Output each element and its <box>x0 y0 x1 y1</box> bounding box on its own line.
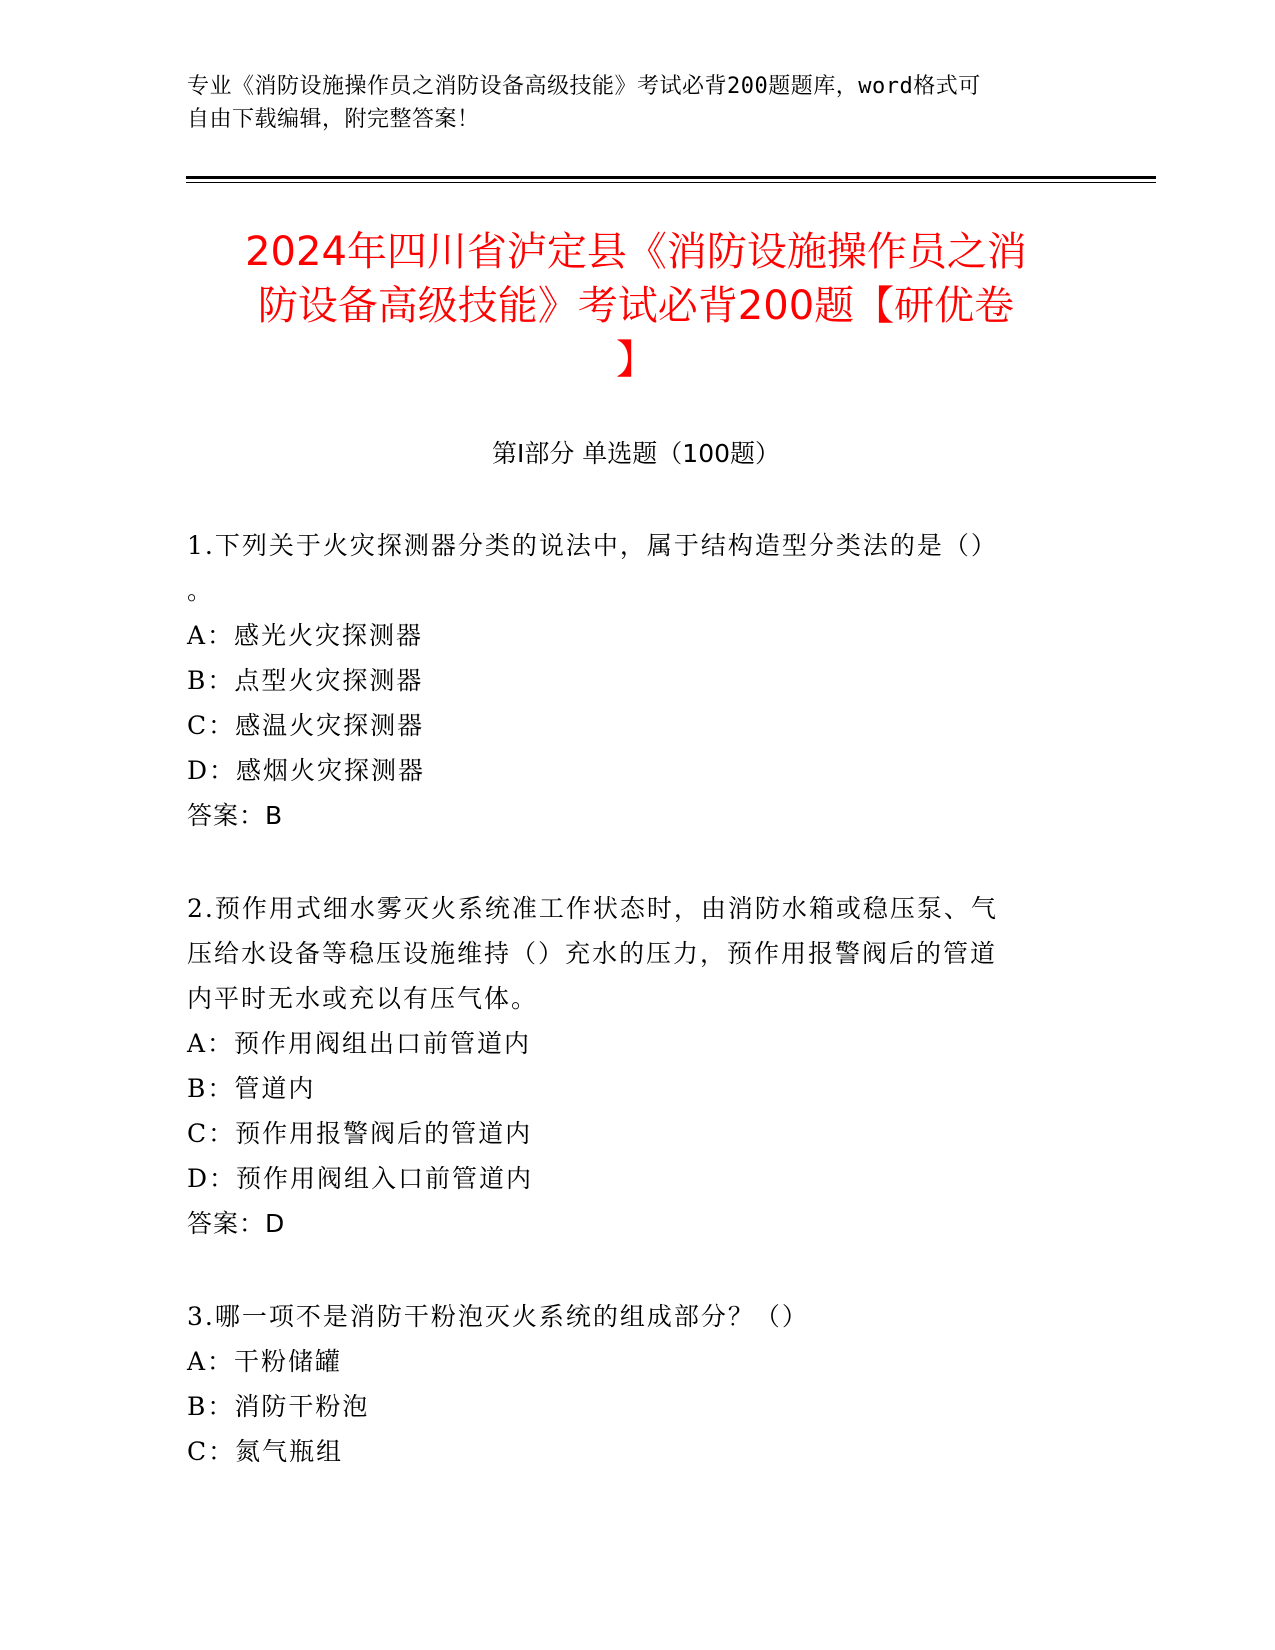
question-stem: 内平时无水或充以有压气体。 <box>187 984 539 1013</box>
header-note <box>187 70 1067 136</box>
option-a: A：干粉储罐 <box>187 1347 343 1376</box>
header-divider-thick <box>186 176 1156 179</box>
header-note-line-1: 专业《消防设施操作员之消防设备高级技能》考试必背200题题库，word格式可 <box>187 74 981 99</box>
option-b: B：消防干粉泡 <box>187 1392 370 1421</box>
header-divider-thin <box>186 182 1156 183</box>
title-line-2: 防设备高级技能》考试必背200题【研优卷 <box>257 283 1015 329</box>
option-a: A：感光火灾探测器 <box>187 621 424 650</box>
answer: 答案：D <box>187 1209 286 1238</box>
option-b: B：点型火灾探测器 <box>187 666 424 695</box>
header-note-line-2: 自由下载编辑，附完整答案！ <box>187 107 480 132</box>
question-stem: 2.预作用式细水雾灭火系统准工作状态时，由消防水箱或稳压泵、气 <box>187 894 998 923</box>
document-title <box>186 225 1086 387</box>
option-c: C：感温火灾探测器 <box>187 711 425 740</box>
option-c: C：氮气瓶组 <box>187 1437 344 1466</box>
option-b: B：管道内 <box>187 1074 316 1103</box>
question-stem: 压给水设备等稳压设施维持（）充水的压力，预作用报警阀后的管道 <box>187 939 998 968</box>
question-stem: 1.下列关于火灾探测器分类的说法中，属于结构造型分类法的是（） <box>187 531 998 560</box>
option-d: D：感烟火灾探测器 <box>187 756 426 785</box>
question-2 <box>187 886 1067 1246</box>
question-stem: 3.哪一项不是消防干粉泡灭火系统的组成部分？（） <box>187 1302 809 1331</box>
answer: 答案：B <box>187 801 284 830</box>
question-1 <box>187 523 1067 838</box>
option-a: A：预作用阀组出口前管道内 <box>187 1029 532 1058</box>
question-3 <box>187 1294 1067 1474</box>
section-heading: 第Ⅰ部分 单选题（100题） <box>491 439 781 468</box>
option-c: C：预作用报警阀后的管道内 <box>187 1119 533 1148</box>
question-stem: 。 <box>187 576 215 605</box>
option-d: D：预作用阀组入口前管道内 <box>187 1164 534 1193</box>
title-line-3: 】 <box>616 337 656 383</box>
title-line-1: 2024年四川省泸定县《消防设施操作员之消 <box>245 229 1027 275</box>
